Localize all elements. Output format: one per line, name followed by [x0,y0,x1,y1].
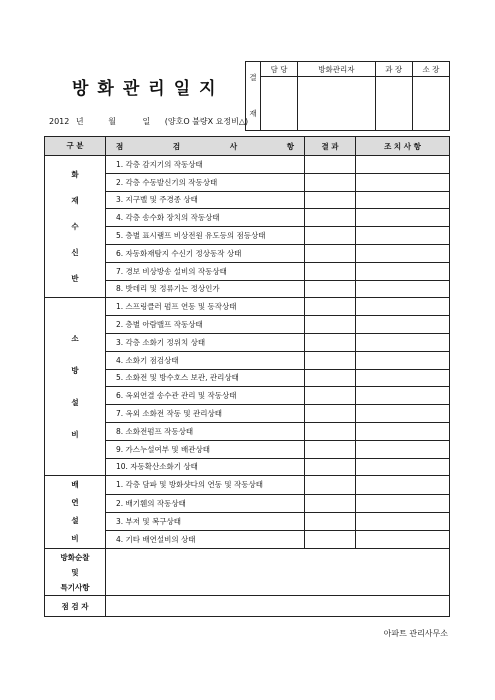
role-section-chief: 과 장 [375,62,412,77]
inspection-item: 4. 소화기 점검상태 [106,351,305,369]
table-row [45,458,450,476]
table-row [45,333,450,351]
inspection-item: 4. 각층 송수화 장치의 작동상태 [106,209,305,227]
year-value: 2012 [49,117,70,126]
year-unit: 년 [75,117,84,126]
category-char: 배 [71,480,79,490]
table-row [45,209,450,227]
result-cell[interactable] [305,351,356,369]
category-char: 재 [71,195,79,205]
category-char: 수 [71,221,79,231]
inspection-item: 2. 배기휀의 작동상태 [106,494,305,512]
result-cell[interactable] [305,298,356,316]
table-row [45,531,450,549]
header-inspection-char: 점 [116,141,124,151]
action-cell[interactable] [356,209,450,227]
table-header-row [45,137,450,156]
header-inspection-char: 사 [229,141,238,151]
inspection-item: 2. 각층 수동발신기의 작동상태 [106,173,305,191]
table-row [45,512,450,530]
result-cell[interactable] [305,458,356,476]
table-row [45,387,450,405]
header-inspection-char: 항 [286,141,294,151]
sign-cell-director[interactable] [412,77,449,131]
inspection-item: 8. 밧데리 및 정류기는 정상인가 [106,280,305,298]
result-cell[interactable] [305,191,356,209]
result-cell[interactable] [305,512,356,530]
action-cell[interactable] [356,476,450,494]
inspector-label: 점 검 자 [45,596,106,617]
action-cell[interactable] [356,387,450,405]
inspection-item: 1. 스프링클러 펌프 연동 및 동작상태 [106,298,305,316]
header-action: 조 치 사 항 [356,137,450,156]
action-cell[interactable] [356,244,450,262]
result-cell[interactable] [305,227,356,245]
inspection-item: 6. 옥외연결 송수관 관리 및 작동상태 [106,387,305,405]
special-notes-label-line: 방화순찰 [60,552,90,562]
action-cell[interactable] [356,298,450,316]
inspection-item: 6. 자동화재탐지 수신기 정상동작 상태 [106,244,305,262]
result-cell[interactable] [305,209,356,227]
page-title: 방화관리일지 [72,79,225,99]
category-char: 비 [71,429,79,439]
action-cell[interactable] [356,531,450,549]
table-row [45,351,450,369]
category-fire-equipment [45,298,106,476]
action-cell[interactable] [356,458,450,476]
table-row [45,244,450,262]
action-cell[interactable] [356,262,450,280]
action-cell[interactable] [356,316,450,334]
special-notes-label [45,549,106,596]
action-cell[interactable] [356,351,450,369]
role-fire-manager: 방화관리자 [298,62,375,77]
action-cell[interactable] [356,333,450,351]
condition-legend: (양호O 불량X 요정비△) [164,117,249,126]
table-row [45,405,450,423]
action-cell[interactable] [356,405,450,423]
result-cell[interactable] [305,156,356,174]
inspection-item: 9. 가스누설여부 및 배관상태 [106,440,305,458]
special-notes-label-line: 및 [71,567,79,577]
inspection-item: 7. 옥외 소화전 작동 및 관리상태 [106,405,305,423]
category-char: 비 [71,534,79,544]
header-result: 결 과 [305,137,356,156]
special-notes-label-line: 특기사항 [60,582,90,592]
approval-side-label [246,62,261,131]
category-char: 설 [71,516,79,526]
table-row [45,298,450,316]
table-row [45,173,450,191]
result-cell[interactable] [305,476,356,494]
result-cell[interactable] [305,316,356,334]
category-fire-receiver [45,156,106,298]
inspection-item: 5. 층별 표시램프 비상전원 유도등의 점등상태 [106,227,305,245]
result-cell[interactable] [305,369,356,387]
result-cell[interactable] [305,440,356,458]
result-cell[interactable] [305,173,356,191]
action-cell[interactable] [356,173,450,191]
table-row [45,316,450,334]
action-cell[interactable] [356,512,450,530]
category-char: 화 [71,169,79,179]
inspector-field[interactable] [106,596,450,617]
table-row [45,440,450,458]
result-cell[interactable] [305,280,356,298]
table-row [45,280,450,298]
inspection-item: 1. 각층 감지기의 작동상태 [106,156,305,174]
result-cell[interactable] [305,333,356,351]
action-cell[interactable] [356,440,450,458]
inspection-item: 4. 기타 배연설비의 상태 [106,531,305,549]
role-director: 소 장 [412,62,449,77]
inspection-item: 3. 부저 및 복구상태 [106,512,305,530]
result-cell[interactable] [305,387,356,405]
office-footer: 아파트 관리사무소 [383,629,448,638]
sign-cell-staff[interactable] [261,77,298,131]
special-notes-field[interactable] [106,549,450,596]
date-line [49,116,248,127]
table-row [45,262,450,280]
approval-side-label-1: 결 [249,73,257,82]
category-char: 신 [71,247,79,257]
category-char: 연 [71,498,79,508]
inspection-item: 8. 소화전펌프 작동상태 [106,422,305,440]
category-smoke-exhaust [45,476,106,549]
header-inspection-char: 검 [172,141,181,151]
inspection-item: 10. 자동확산소화기 상태 [106,458,305,476]
table-row [45,369,450,387]
special-notes-row [45,549,450,596]
table-row [45,227,450,245]
table-row [45,422,450,440]
action-cell[interactable] [356,191,450,209]
approval-side-label-2: 재 [249,109,257,118]
inspection-item: 3. 각층 소화기 정위치 상태 [106,333,305,351]
category-char: 소 [71,333,79,343]
inspection-table [44,136,450,617]
role-staff: 담 당 [261,62,298,77]
header-category: 구 분 [45,137,106,156]
category-char: 반 [71,273,79,283]
inspection-item: 3. 지구벨 및 주경종 상태 [106,191,305,209]
header-inspection [106,137,305,156]
result-cell[interactable] [305,494,356,512]
action-cell[interactable] [356,494,450,512]
result-cell[interactable] [305,531,356,549]
inspector-row [45,596,450,617]
month-unit: 월 [108,117,116,126]
approval-box [245,61,450,131]
table-row [45,476,450,494]
inspection-item: 1. 각층 담파 및 방화샷다의 연동 및 작동상태 [106,476,305,494]
action-cell[interactable] [356,280,450,298]
category-char: 방 [71,365,79,375]
inspection-item: 5. 소화전 및 방수호스 보관, 관리상태 [106,369,305,387]
inspection-item: 2. 층별 아람밸프 작동상태 [106,316,305,334]
category-char: 설 [71,397,79,407]
result-cell[interactable] [305,405,356,423]
table-row [45,156,450,174]
result-cell[interactable] [305,422,356,440]
action-cell[interactable] [356,156,450,174]
action-cell[interactable] [356,369,450,387]
table-row [45,191,450,209]
table-row [45,494,450,512]
result-cell[interactable] [305,262,356,280]
inspection-item: 7. 경보 비상방송 설비의 작동상태 [106,262,305,280]
action-cell[interactable] [356,422,450,440]
action-cell[interactable] [356,227,450,245]
result-cell[interactable] [305,244,356,262]
sign-cell-section-chief[interactable] [375,77,412,131]
day-unit: 일 [142,117,151,126]
sign-cell-fire-manager[interactable] [298,77,375,131]
